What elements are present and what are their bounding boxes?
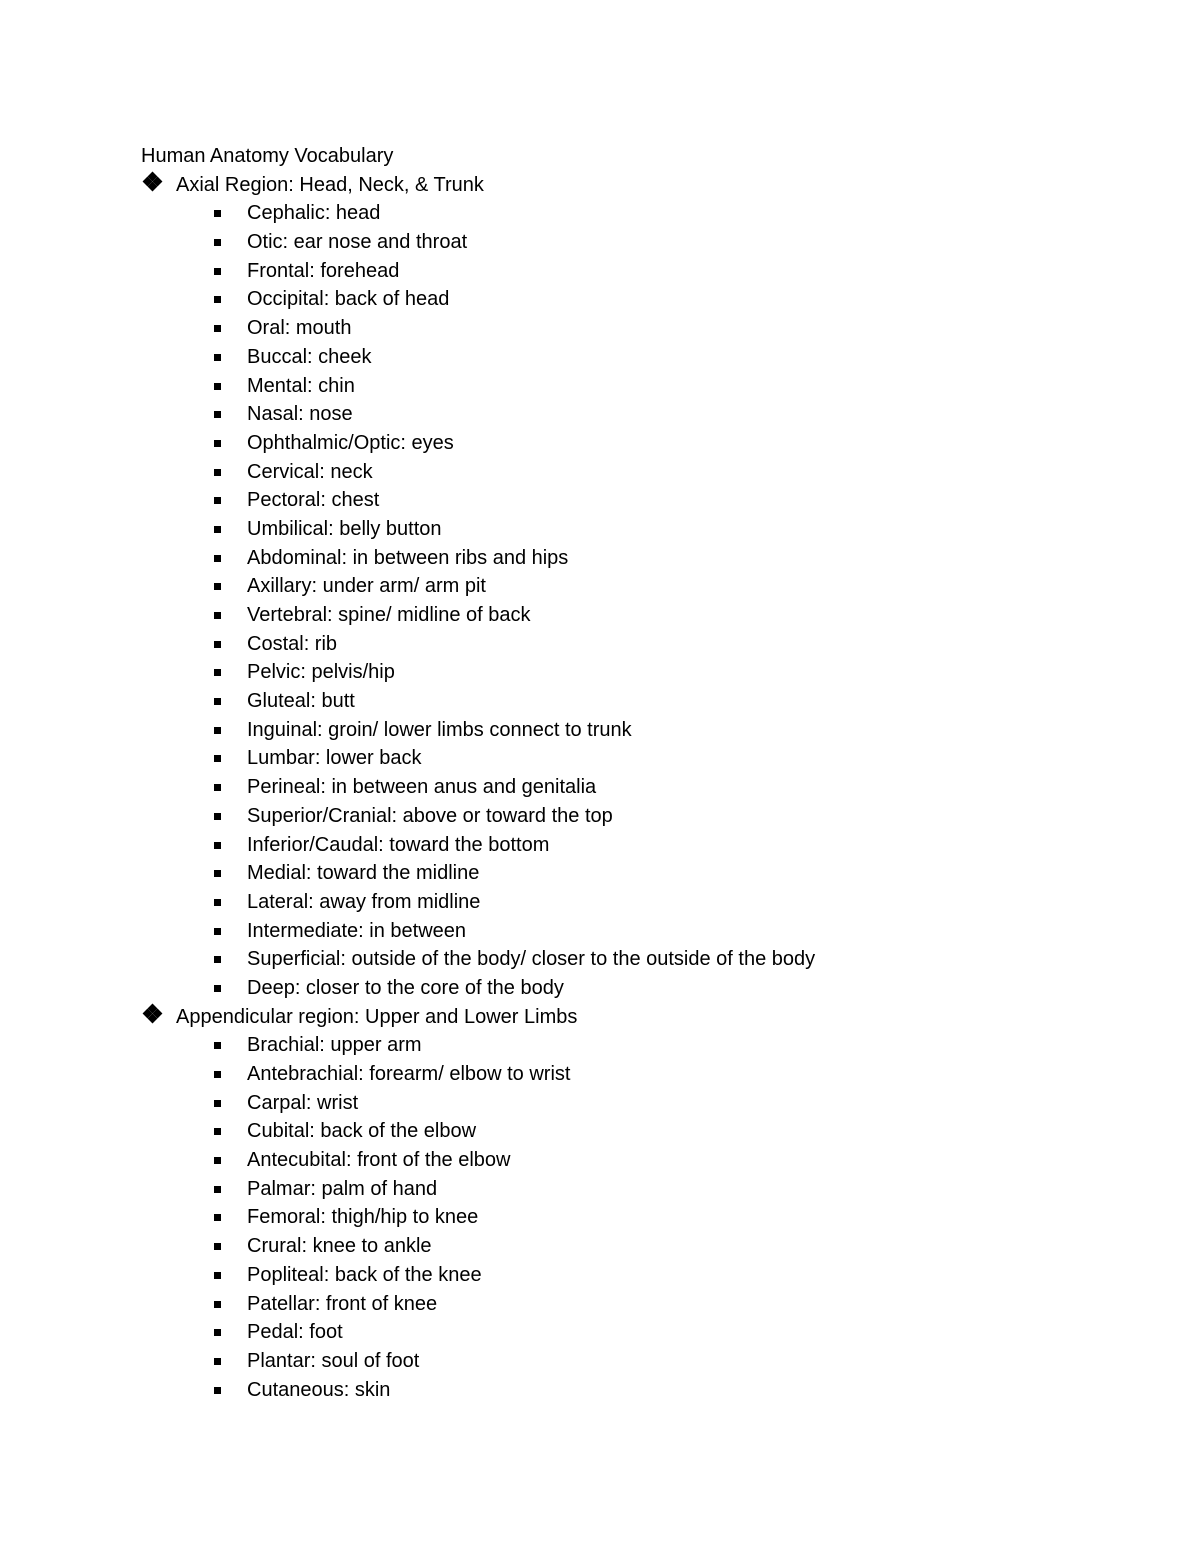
list-item	[141, 1261, 1141, 1290]
list-item	[141, 1117, 1141, 1146]
list-item	[141, 1031, 1141, 1060]
list-item-text: Gluteal: butt	[247, 690, 355, 713]
section-heading-text: Appendicular region: Upper and Lower Limbs	[176, 1005, 578, 1028]
list-item-text: Otic: ear nose and throat	[247, 231, 468, 254]
list-item-text: Oral: mouth	[247, 317, 352, 340]
section-heading-text: Axial Region: Head, Neck, & Trunk	[176, 173, 484, 196]
list-item	[141, 744, 1141, 773]
list-item-text: Popliteal: back of the knee	[247, 1263, 482, 1286]
list-item	[141, 544, 1141, 573]
list-item	[141, 1146, 1141, 1175]
square-bullet-icon	[214, 1272, 221, 1279]
list-item-text: Vertebral: spine/ midline of back	[247, 604, 531, 626]
list-item-text: Umbilical: belly button	[247, 517, 442, 540]
square-bullet-icon	[214, 210, 221, 217]
square-bullet-icon	[214, 1157, 221, 1164]
list-item	[141, 1376, 1141, 1405]
section-heading	[141, 1003, 1141, 1032]
list-item-text: Pelvic: pelvis/hip	[247, 661, 395, 684]
list-item-text: Perineal: in between anus and genitalia	[247, 776, 597, 799]
list-item	[141, 802, 1141, 831]
list-item-text: Superficial: outside of the body/ closer to the outside of the body	[247, 948, 816, 971]
list-item	[141, 343, 1141, 372]
list-item-text: Buccal: cheek	[247, 345, 372, 368]
square-bullet-icon	[214, 583, 221, 590]
list-item	[141, 199, 1141, 228]
list-item-text: Nasal: nose	[247, 403, 353, 426]
list-item-text: Brachial: upper arm	[247, 1034, 422, 1057]
list-item-text: Cervical: neck	[247, 460, 373, 483]
list-item	[141, 773, 1141, 802]
square-bullet-icon	[214, 1301, 221, 1308]
list-item	[141, 687, 1141, 716]
list-item-text: Plantar: soul of foot	[247, 1349, 420, 1372]
square-bullet-icon	[214, 497, 221, 504]
section-heading	[141, 171, 1141, 200]
list-item	[141, 601, 1141, 630]
document-body	[141, 142, 1141, 1404]
diamond-bullet-icon	[143, 171, 163, 200]
square-bullet-icon	[214, 440, 221, 447]
square-bullet-icon	[214, 239, 221, 246]
list-item	[141, 831, 1141, 860]
list-item-text: Superior/Cranial: above or toward the top	[247, 804, 613, 827]
square-bullet-icon	[214, 842, 221, 849]
list-item-text: Cubital: back of the elbow	[247, 1120, 477, 1143]
list-item-text: Axillary: under arm/ arm pit	[247, 575, 486, 598]
square-bullet-icon	[214, 928, 221, 935]
square-bullet-icon	[214, 899, 221, 906]
square-bullet-icon	[214, 985, 221, 992]
square-bullet-icon	[214, 1186, 221, 1193]
list-item-text: Deep: closer to the core of the body	[247, 976, 564, 999]
list-item	[141, 285, 1141, 314]
list-item-text: Mental: chin	[247, 374, 355, 397]
square-bullet-icon	[214, 1071, 221, 1078]
list-item-text: Femoral: thigh/hip to knee	[247, 1206, 479, 1229]
square-bullet-icon	[214, 956, 221, 963]
list-item	[141, 228, 1141, 257]
square-bullet-icon	[214, 1042, 221, 1049]
square-bullet-icon	[214, 268, 221, 275]
list-item	[141, 486, 1141, 515]
square-bullet-icon	[214, 669, 221, 676]
list-item	[141, 716, 1141, 745]
list-item	[141, 314, 1141, 343]
square-bullet-icon	[214, 698, 221, 705]
list-item-text: Carpal: wrist	[247, 1091, 359, 1114]
list-item	[141, 945, 1141, 974]
square-bullet-icon	[214, 784, 221, 791]
list-item	[141, 1203, 1141, 1232]
square-bullet-icon	[214, 612, 221, 619]
square-bullet-icon	[214, 755, 221, 762]
list-item	[141, 1347, 1141, 1376]
list-item-text: Pedal: foot	[247, 1321, 343, 1344]
square-bullet-icon	[214, 469, 221, 476]
list-item-text: Cutaneous: skin	[247, 1378, 391, 1401]
list-item-text: Ophthalmic/Optic: eyes	[247, 431, 454, 454]
list-item-text: Medial: toward the midline	[247, 862, 480, 885]
list-item	[141, 974, 1141, 1003]
list-item	[141, 1232, 1141, 1261]
list-item	[141, 1318, 1141, 1347]
list-item	[141, 1175, 1141, 1204]
list-item-text: Frontal: forehead	[247, 259, 400, 282]
list-item	[141, 917, 1141, 946]
square-bullet-icon	[214, 1128, 221, 1135]
square-bullet-icon	[214, 1214, 221, 1221]
list-item	[141, 572, 1141, 601]
list-item	[141, 429, 1141, 458]
square-bullet-icon	[214, 1329, 221, 1336]
list-item	[141, 658, 1141, 687]
list-item	[141, 630, 1141, 659]
list-item-text: Pectoral: chest	[247, 489, 380, 512]
square-bullet-icon	[214, 641, 221, 648]
list-item-text: Lateral: away from midline	[247, 890, 481, 913]
square-bullet-icon	[214, 526, 221, 533]
square-bullet-icon	[214, 1100, 221, 1107]
square-bullet-icon	[214, 813, 221, 820]
list-item-text: Palmar: palm of hand	[247, 1177, 438, 1200]
list-item-text: Lumbar: lower back	[247, 747, 422, 770]
list-item-text: Crural: knee to ankle	[247, 1235, 432, 1258]
list-item-text: Abdominal: in between ribs and hips	[247, 546, 569, 569]
list-item-text: Occipital: back of head	[247, 288, 450, 311]
list-item-text: Antebrachial: forearm/ elbow to wrist	[247, 1063, 571, 1085]
list-item	[141, 1089, 1141, 1118]
square-bullet-icon	[214, 296, 221, 303]
square-bullet-icon	[214, 411, 221, 418]
list-item	[141, 888, 1141, 917]
list-item-text: Costal: rib	[247, 632, 338, 655]
square-bullet-icon	[214, 870, 221, 877]
square-bullet-icon	[214, 555, 221, 562]
square-bullet-icon	[214, 727, 221, 734]
square-bullet-icon	[214, 1387, 221, 1394]
list-item	[141, 1290, 1141, 1319]
list-item	[141, 257, 1141, 286]
list-item-text: Cephalic: head	[247, 202, 381, 225]
list-item-text: Antecubital: front of the elbow	[247, 1149, 511, 1172]
list-item	[141, 859, 1141, 888]
document-title: Human Anatomy Vocabulary	[141, 145, 394, 167]
list-item-text: Patellar: front of knee	[247, 1292, 438, 1315]
list-item-text: Inferior/Caudal: toward the bottom	[247, 833, 550, 856]
square-bullet-icon	[214, 354, 221, 361]
list-item-text: Inguinal: groin/ lower limbs connect to trunk	[247, 718, 632, 741]
list-item	[141, 400, 1141, 429]
list-item	[141, 458, 1141, 487]
square-bullet-icon	[214, 1358, 221, 1365]
list-item	[141, 372, 1141, 401]
list-item-text: Intermediate: in between	[247, 919, 467, 942]
list-item	[141, 1060, 1141, 1089]
square-bullet-icon	[214, 1243, 221, 1250]
square-bullet-icon	[214, 325, 221, 332]
square-bullet-icon	[214, 383, 221, 390]
list-item	[141, 515, 1141, 544]
diamond-bullet-icon	[143, 1003, 163, 1032]
